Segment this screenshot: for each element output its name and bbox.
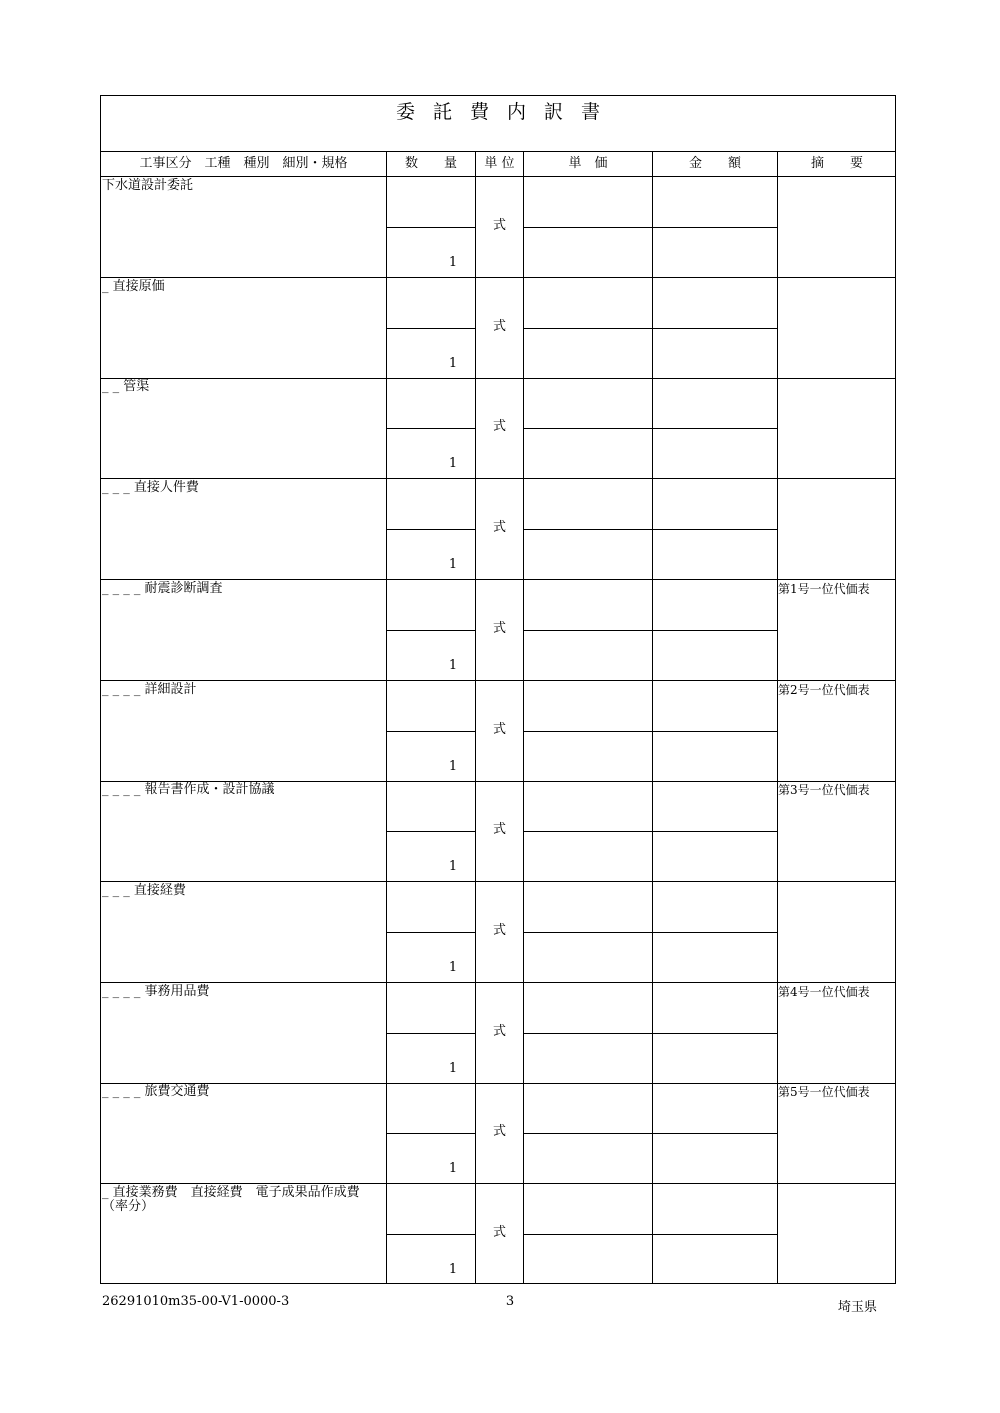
table-row (101, 983, 895, 1084)
cell-divider (387, 1033, 475, 1034)
cell-divider (524, 227, 652, 228)
cell-divider (653, 831, 777, 832)
quantity-value: 1 (448, 1262, 458, 1277)
cell-divider (524, 932, 652, 933)
table-row (101, 177, 895, 278)
breakdown-sheet (100, 95, 896, 1284)
item-unit: 式 (492, 419, 506, 435)
table-header (101, 151, 895, 177)
header-unit: 単 位 (484, 156, 515, 171)
item-quantity (387, 1161, 475, 1177)
cell-divider (387, 328, 475, 329)
table-row (101, 580, 895, 681)
item-unit: 式 (492, 1124, 506, 1140)
quantity-value: 1 (448, 355, 458, 371)
item-quantity (387, 960, 475, 976)
quantity-value: 1 (448, 959, 458, 975)
quantity-value: 1 (448, 456, 458, 472)
item-quantity (387, 658, 475, 674)
cell-divider (524, 630, 652, 631)
item-unit: 式 (492, 922, 506, 938)
item-quantity (387, 859, 475, 875)
header-remarks: 摘 要 (810, 156, 863, 171)
cell-divider (387, 731, 475, 732)
item-unit: 式 (492, 218, 506, 233)
item-unit: 式 (492, 822, 506, 838)
item-remarks: 第1号一位代価表 (778, 581, 870, 596)
cell-divider (653, 1234, 777, 1235)
quantity-value: 1 (448, 758, 458, 774)
table-row (101, 479, 895, 580)
header-unit-price: 単 価 (568, 156, 608, 171)
item-name: _ _ _ _ 事務用品費 (102, 983, 210, 999)
item-unit: 式 (492, 620, 506, 636)
cell-divider (653, 1033, 777, 1034)
item-quantity (387, 456, 475, 472)
cell-divider (387, 630, 475, 631)
table-row (101, 278, 895, 379)
cell-divider (653, 227, 777, 228)
cell-divider (524, 328, 652, 329)
table-body (101, 177, 895, 1284)
item-name: _ _ _ 直接人件費 (102, 480, 199, 496)
header-quantity: 数 量 (404, 156, 457, 171)
item-name: _ 直接業務費 直接経費 電子成果品作成費（率分） (102, 1185, 360, 1214)
cell-divider (653, 932, 777, 933)
item-name: _ _ 管渠 (102, 379, 150, 395)
quantity-value: 1 (448, 1060, 458, 1076)
cell-divider (387, 932, 475, 933)
item-quantity (387, 759, 475, 775)
header-work: 工事区分 工種 種別 細別・規格 (139, 156, 348, 171)
cell-divider (653, 328, 777, 329)
cell-divider (524, 428, 652, 429)
cell-divider (387, 428, 475, 429)
quantity-value: 1 (448, 657, 458, 673)
cell-divider (524, 1234, 652, 1235)
item-name: _ _ _ 直接経費 (102, 882, 186, 898)
cell-divider (524, 529, 652, 530)
table-row (101, 882, 895, 983)
item-unit: 式 (492, 1225, 506, 1240)
item-remarks: 第3号一位代価表 (778, 783, 870, 798)
item-quantity (387, 557, 475, 573)
table-row (101, 1083, 895, 1184)
organization-name: 埼玉県 (838, 1300, 878, 1315)
page-number: 3 (505, 1294, 515, 1309)
table-row (101, 378, 895, 479)
item-unit: 式 (492, 1023, 506, 1039)
quantity-value: 1 (448, 1161, 458, 1177)
cell-divider (387, 227, 475, 228)
cell-divider (524, 831, 652, 832)
quantity-value: 1 (448, 859, 458, 875)
item-unit: 式 (492, 721, 506, 737)
cell-divider (653, 529, 777, 530)
table-row (101, 781, 895, 882)
quantity-value: 1 (448, 557, 458, 573)
item-quantity (387, 1061, 475, 1077)
cell-divider (387, 1234, 475, 1235)
table-row (101, 681, 895, 782)
item-quantity (387, 1262, 475, 1278)
item-name: _ 直接原価 (102, 278, 165, 294)
item-name: _ _ _ _ 報告書作成・設計協議 (102, 782, 275, 798)
cell-divider (653, 731, 777, 732)
document-title: 委託費内訳書 (395, 101, 618, 123)
cell-divider (653, 1133, 777, 1134)
item-unit: 式 (492, 520, 506, 536)
cell-divider (653, 630, 777, 631)
quantity-value: 1 (448, 255, 458, 270)
item-quantity (387, 356, 475, 372)
cell-divider (524, 1033, 652, 1034)
item-name: _ _ _ _ 耐震診断調査 (102, 580, 223, 596)
cell-divider (387, 529, 475, 530)
table-row (101, 1184, 895, 1285)
item-remarks: 第4号一位代価表 (778, 984, 870, 999)
item-name: _ _ _ _ 詳細設計 (102, 681, 197, 697)
header-amount: 金 額 (688, 156, 741, 171)
item-remarks: 第5号一位代価表 (778, 1085, 870, 1100)
cell-divider (524, 731, 652, 732)
cell-divider (387, 1133, 475, 1134)
document-code: 26291010m35-00-V1-0000-3 (102, 1294, 290, 1309)
cell-divider (524, 1133, 652, 1134)
item-unit: 式 (492, 318, 506, 334)
cell-divider (387, 831, 475, 832)
cell-divider (653, 428, 777, 429)
item-name: 下水道設計委託 (102, 178, 194, 193)
item-name: _ _ _ _ 旅費交通費 (102, 1084, 210, 1100)
item-remarks: 第2号一位代価表 (778, 682, 870, 697)
item-quantity (387, 255, 475, 271)
